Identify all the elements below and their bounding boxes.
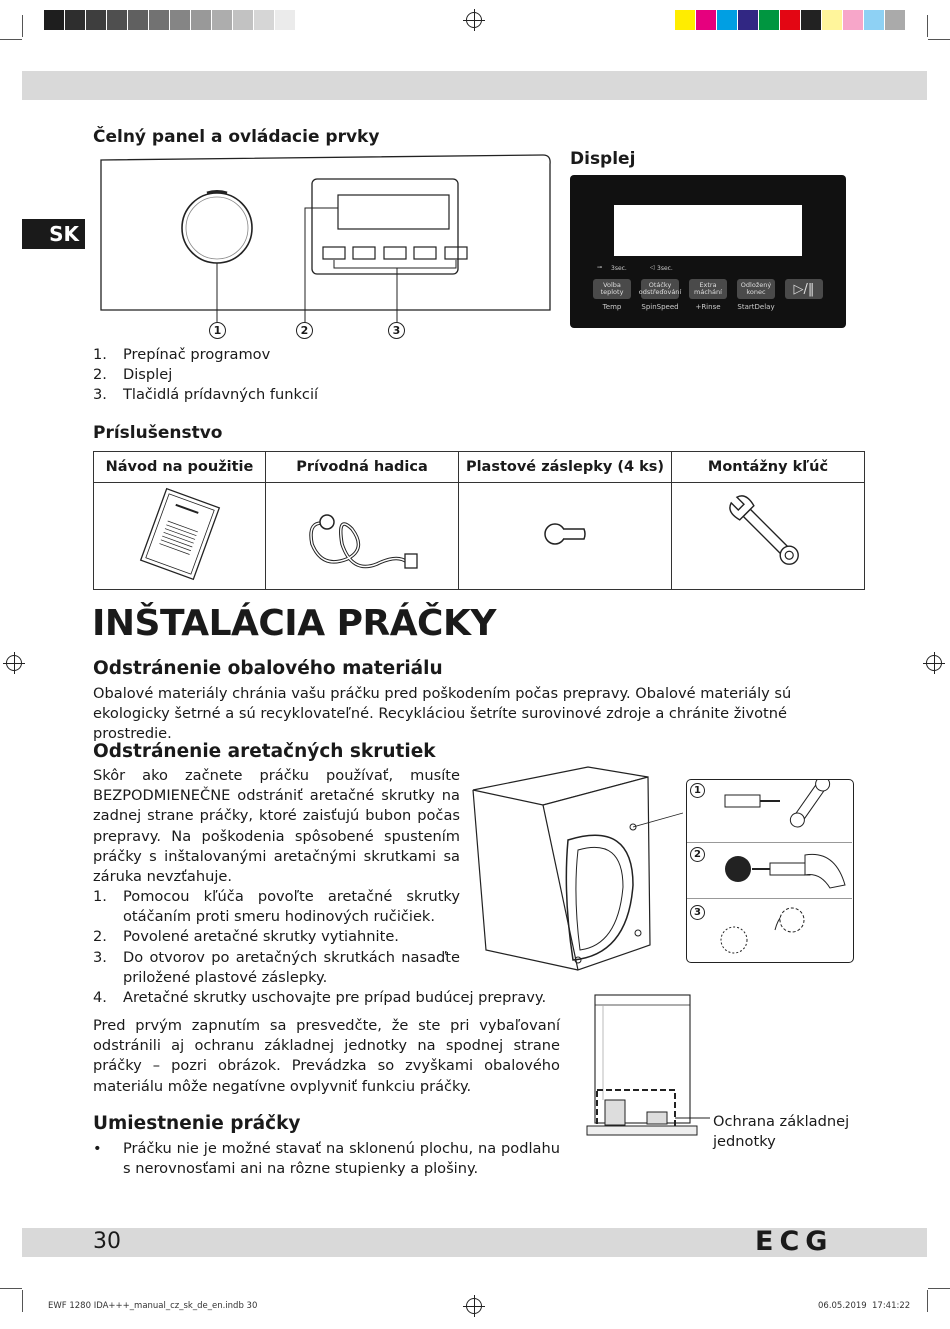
registration-mark-icon <box>926 655 942 671</box>
callout-3: 3 <box>388 322 405 339</box>
grayscale-color-bar <box>44 10 296 30</box>
color-swatch <box>233 10 254 30</box>
language-tab: SK <box>22 219 85 249</box>
color-swatch <box>759 10 780 30</box>
base-protection-label: Ochrana základnej jednotky <box>713 1113 850 1151</box>
rinse-label: +Rinse <box>695 303 721 311</box>
color-swatch <box>107 10 128 30</box>
color-swatch <box>65 10 86 30</box>
plug-cap-icon <box>459 483 672 590</box>
list-item: 2. Povolené aretačné skrutky vytiahnite. <box>93 928 399 946</box>
spin-speed-button[interactable]: Otáčky odstřeďování <box>641 279 679 299</box>
start-delay-button[interactable]: Odložený konec <box>737 279 775 299</box>
registration-mark-icon <box>6 655 22 671</box>
step-callout-3: 3 <box>690 905 705 920</box>
bolts-note: Pred prvým zapnutím sa presvedčte, že ste pri vybaľovaní odstránili aj ochranu základnej jednotky na spodnej strane práčky – pozri obrázok. Prevádzka so zvyškami obalového materiálu môže negatívne ovplyvniť funkciu práčky. <box>93 1017 560 1095</box>
bolts-intro: Skôr ako začnete práčku používať, musíte BEZPODMIENEČNE odstrániť aretačné skrutky na zadnej strane práčky, ktoré zaisťujú bubon počas prepravy. Na poškodenia spôsobené spustením práčky s inštalovanými aretačnými skrutkami sa záruka nevzťahuje. <box>93 767 460 886</box>
play-pause-icon[interactable]: ▷/‖ <box>785 279 823 299</box>
hold-label-2: 3sec. <box>657 265 673 272</box>
crop-mark <box>22 15 23 37</box>
front-panel-list <box>93 345 413 406</box>
color-swatch <box>717 10 738 30</box>
hose-icon <box>266 483 459 590</box>
packaging-title: Odstránenie obalového materiálu <box>93 658 443 679</box>
front-panel-drawing <box>95 150 555 345</box>
top-band <box>22 71 927 100</box>
base-protection-drawing <box>585 990 710 1140</box>
color-swatch <box>864 10 885 30</box>
callout-2: 2 <box>296 322 313 339</box>
color-swatch <box>254 10 275 30</box>
washer-rear-drawing <box>468 765 683 980</box>
column-header: Návod na použitie <box>94 452 266 483</box>
start-delay-label: StartDelay <box>737 303 775 311</box>
color-swatch <box>696 10 717 30</box>
color-swatch <box>801 10 822 30</box>
bolts-title: Odstránenie aretačných skrutiek <box>93 741 436 762</box>
process-color-bar <box>675 10 906 30</box>
color-swatch <box>170 10 191 30</box>
color-swatch <box>843 10 864 30</box>
bullet: • <box>93 1140 102 1157</box>
list-item: 1. Pomocou kľúča povoľte aretačné skrutky otáčaním proti smeru hodinových ručičiek. <box>93 888 460 926</box>
extra-rinse-button[interactable]: Extra máchání <box>689 279 727 299</box>
sound-off-icon: ◁ <box>650 264 655 271</box>
footer-time: 17:41:22 <box>872 1301 911 1311</box>
spin-speed-label: SpinSpeed <box>641 303 679 311</box>
footer-date: 06.05.2019 <box>818 1301 867 1311</box>
color-swatch <box>212 10 233 30</box>
color-swatch <box>675 10 696 30</box>
brand-logo: ECG <box>755 1226 834 1257</box>
page-number: 30 <box>93 1229 121 1254</box>
registration-mark-icon <box>466 1298 482 1314</box>
color-swatch <box>191 10 212 30</box>
crop-mark <box>22 1290 23 1312</box>
list-item: 2. Displej <box>93 366 173 384</box>
color-swatch <box>822 10 843 30</box>
packaging-text: Obalové materiály chránia vašu práčku pred poškodením počas prepravy. Obalové materiály sú ekologicky šetrné a sú recyklovateľné. Recykláciou šetríte surovinové zdroje a chránite životné prostredie. <box>93 685 792 743</box>
accessories-table <box>93 451 865 590</box>
crop-mark <box>927 15 928 37</box>
footer-file: EWF 1280 IDA+++_manual_cz_sk_de_en.indb 30 <box>48 1301 258 1311</box>
crop-mark <box>0 1288 22 1289</box>
column-header: Montážny kľúč <box>672 452 865 483</box>
color-swatch <box>275 10 296 30</box>
color-swatch <box>780 10 801 30</box>
hold-label-1: 3sec. <box>611 265 627 272</box>
registration-mark-icon <box>466 12 482 28</box>
column-header: Plastové záslepky (4 ks) <box>459 452 672 483</box>
lock-icon: ⊸ <box>597 264 603 271</box>
bolts-steps <box>93 887 547 1008</box>
step-illustrations <box>710 780 850 960</box>
list-item: 1. Prepínač programov <box>93 346 271 363</box>
color-swatch <box>738 10 759 30</box>
color-swatch <box>128 10 149 30</box>
list-item: 4. Aretačné skrutky uschovajte pre prípad budúcej prepravy. <box>93 989 547 1007</box>
color-swatch <box>149 10 170 30</box>
step-callout-1: 1 <box>690 783 705 798</box>
manual-icon <box>94 483 266 590</box>
list-item: 3. Do otvorov po aretačných skrutkách nasaďte priložené plastové záslepky. <box>93 948 460 986</box>
crop-mark <box>928 39 950 40</box>
installation-title: INŠTALÁCIA PRÁČKY <box>92 603 496 644</box>
crop-mark <box>928 1288 950 1289</box>
crop-mark <box>0 39 22 40</box>
front-panel-title: Čelný panel a ovládacie prvky <box>93 127 380 147</box>
display-title: Displej <box>570 149 636 169</box>
accessories-title: Príslušenstvo <box>93 423 223 443</box>
placement-title: Umiestnenie práčky <box>93 1113 301 1134</box>
color-swatch <box>885 10 906 30</box>
step-callout-2: 2 <box>690 847 705 862</box>
wrench-icon <box>672 483 865 590</box>
color-swatch <box>86 10 107 30</box>
callout-1: 1 <box>209 322 226 339</box>
placement-text: Práčku nie je možné stavať na sklonenú plochu, na podlahu s nerovnosťami ani na rôzne stupienky a plošiny. <box>123 1140 560 1178</box>
color-swatch <box>44 10 65 30</box>
column-header: Prívodná hadica <box>266 452 459 483</box>
temp-button[interactable]: Volba teploty <box>593 279 631 299</box>
list-item: 3. Tlačidlá prídavných funkcií <box>93 386 319 404</box>
temp-label: Temp <box>602 303 622 311</box>
display-screen <box>614 205 802 256</box>
crop-mark <box>927 1290 928 1312</box>
